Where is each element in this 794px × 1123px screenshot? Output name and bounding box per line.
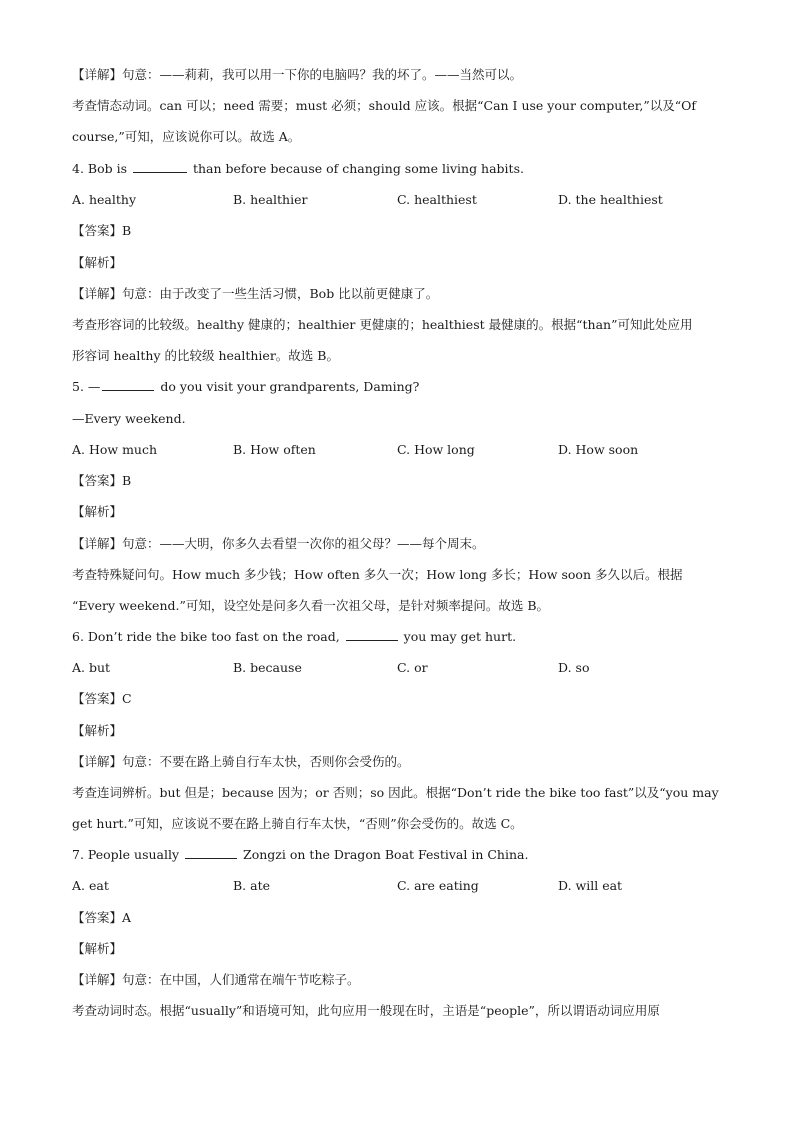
- q6-stem-end: you may get hurt.: [403, 629, 517, 644]
- q5-explanation-line: 考查特殊疑问句。How much 多少钱；How often 多久一次；How long 多长；How soon 多久以后。根据: [72, 567, 683, 582]
- q7-option-d: D. will eat: [558, 878, 623, 893]
- q7-option-b: B. ate: [233, 878, 271, 893]
- q5-blank: [102, 379, 154, 391]
- q7-option-a: A. eat: [72, 878, 109, 893]
- q5-detail-line: 【详解】句意：——大明，你多久去看望一次你的祖父母？——每个周末。: [72, 536, 485, 551]
- q4-stem-end: than before because of changing some living habits.: [192, 161, 524, 176]
- q4-option-b: B. healthier: [233, 192, 308, 207]
- q7-blank: [185, 847, 237, 859]
- q6-analysis-heading: 【解析】: [72, 723, 123, 738]
- q4-analysis-heading: 【解析】: [72, 255, 123, 270]
- q3-detail-line: 【详解】句意：——莉莉，我可以用一下你的电脑吗？我的坏了。——当然可以。: [72, 67, 523, 82]
- q6-detail-line: 【详解】句意：不要在路上骑自行车太快，否则你会受伤的。: [72, 754, 410, 769]
- q7-answer: 【答案】A: [72, 910, 132, 925]
- q7-option-c: C. are eating: [397, 878, 479, 893]
- q4-question: [72, 160, 524, 178]
- q6-option-b: B. because: [233, 660, 302, 675]
- q5-question: [72, 378, 419, 396]
- q5-option-c: C. How long: [397, 442, 475, 457]
- q6-stem-start: 6. Don’t ride the bike too fast on the road,: [72, 629, 340, 644]
- q4-option-d: D. the healthiest: [558, 192, 663, 207]
- q4-detail-line: 【详解】句意：由于改变了一些生活习惯，Bob 比以前更健康了。: [72, 286, 439, 301]
- q6-options: [72, 659, 732, 677]
- q4-explanation-line: 形容词 healthy 的比较级 healthier。故选 B。: [72, 348, 339, 363]
- q4-blank: [133, 161, 187, 173]
- q6-explanation-line: 考查连词辨析。but 但是；because 因为；or 否则；so 因此。根据“Don’t ride the bike too fast”以及“you may: [72, 785, 719, 800]
- q6-option-a: A. but: [72, 660, 111, 675]
- q6-answer: 【答案】C: [72, 691, 132, 706]
- q6-option-d: D. so: [558, 660, 590, 675]
- q6-explanation-line: get hurt.”可知，应该说不要在路上骑自行车太快，“否则”你会受伤的。故选 C。: [72, 816, 523, 831]
- q7-detail-line: 【详解】句意：在中国，人们通常在端午节吃粽子。: [72, 972, 360, 987]
- q5-option-b: B. How often: [233, 442, 316, 457]
- q4-options: [72, 191, 732, 209]
- q5-answer: 【答案】B: [72, 473, 132, 488]
- q3-explanation-line: 考查情态动词。can 可以；need 需要；must 必须；should 应该。根据“Can I use your computer,”以及“Of: [72, 98, 696, 113]
- q5-stem-end: do you visit your grandparents, Daming?: [160, 379, 420, 394]
- q5-option-a: A. How much: [72, 442, 158, 457]
- q4-explanation-line: 考查形容词的比较级。healthy 健康的；healthier 更健康的；healthiest 最健康的。根据“than”可知此处应用: [72, 317, 693, 332]
- q3-explanation-line: course,”可知，应该说你可以。故选 A。: [72, 129, 301, 144]
- q5-stem-start: 5. —: [72, 379, 101, 394]
- q7-explanation-line: 考查动词时态。根据“usually”和语境可知，此句应用一般现在时，主语是“people”，所以谓语动词应用原: [72, 1003, 660, 1018]
- q4-stem-start: 4. Bob is: [72, 161, 127, 176]
- q4-option-a: A. healthy: [72, 192, 137, 207]
- q6-blank: [346, 629, 398, 641]
- q5-option-d: D. How soon: [558, 442, 639, 457]
- q4-option-c: C. healthiest: [397, 192, 477, 207]
- q7-analysis-heading: 【解析】: [72, 941, 123, 956]
- q5-analysis-heading: 【解析】: [72, 504, 123, 519]
- q7-question: [72, 846, 528, 864]
- q6-option-c: C. or: [397, 660, 428, 675]
- q7-options: [72, 877, 732, 895]
- q5-explanation-line: “Every weekend.”可知，设空处是问多久看一次祖父母，是针对频率提问。故选 B。: [72, 598, 550, 613]
- q4-answer: 【答案】B: [72, 223, 132, 238]
- q7-stem-start: 7. People usually: [72, 847, 180, 862]
- q6-question: [72, 628, 516, 646]
- q5-reply: —Every weekend.: [72, 411, 186, 426]
- q7-stem-end: Zongzi on the Dragon Boat Festival in China.: [243, 847, 529, 862]
- q5-options: [72, 441, 732, 459]
